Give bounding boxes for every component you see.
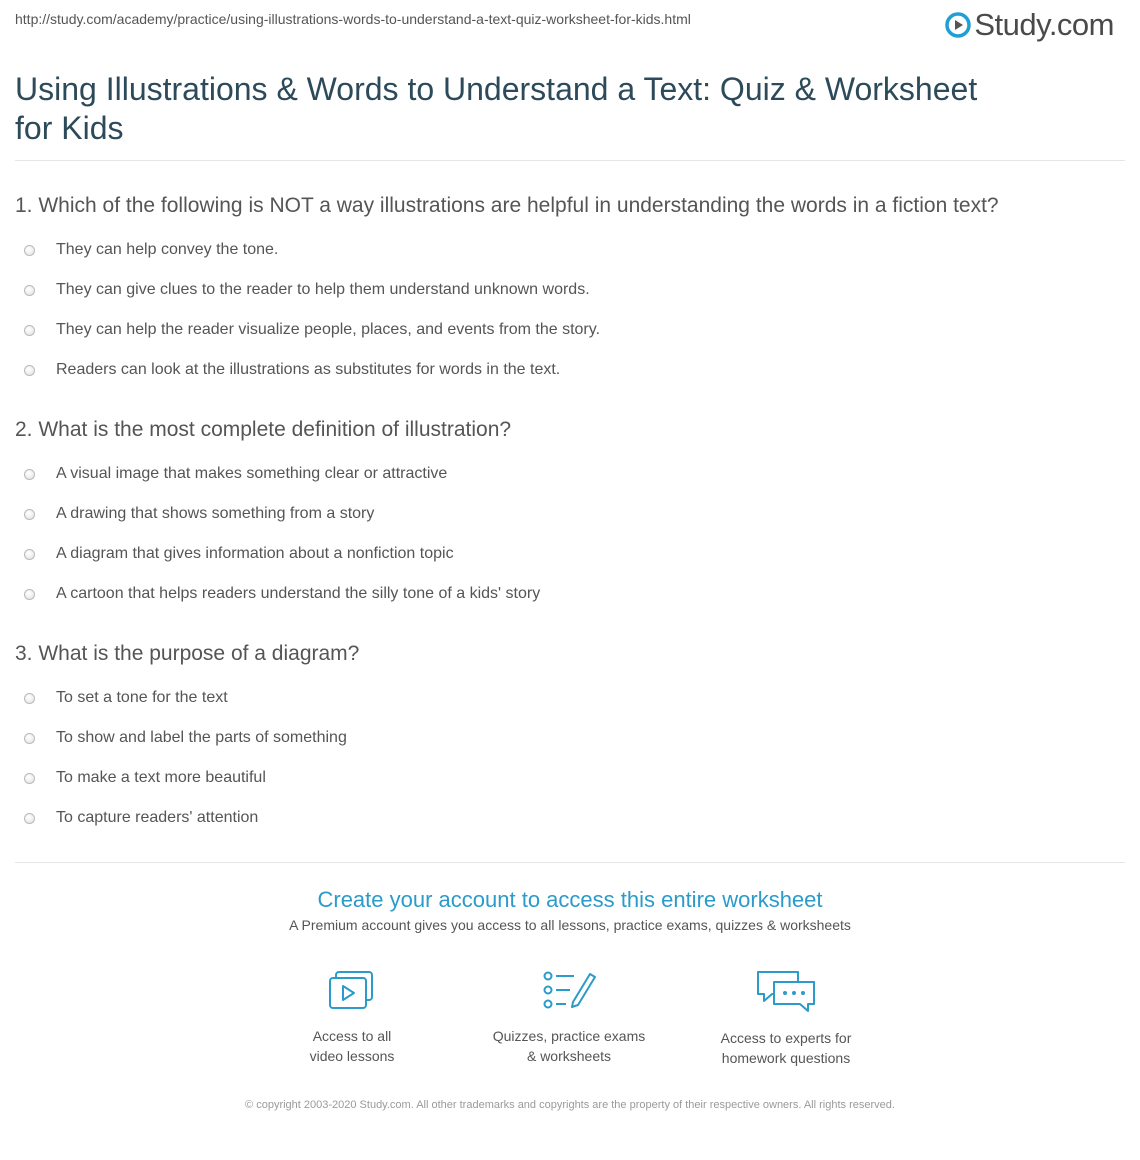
- title-divider: [15, 160, 1125, 161]
- answer-option[interactable]: [15, 270, 1125, 310]
- feature-experts: [686, 968, 886, 1068]
- radio-button[interactable]: [24, 365, 35, 376]
- feature-label: Access to experts for homework questions: [720, 1030, 852, 1066]
- answer-option[interactable]: [15, 310, 1125, 350]
- radio-button[interactable]: [24, 285, 35, 296]
- feature-label: Quizzes, practice exams & worksheets: [492, 1028, 646, 1064]
- page-url: http://study.com/academy/practice/using-illustrations-words-to-understand-a-text-quiz-worksheet-for-kids.html: [15, 11, 691, 27]
- question-text: 2. What is the most complete definition of illustration?: [15, 418, 512, 441]
- questions-divider: [15, 862, 1125, 863]
- radio-button[interactable]: [24, 549, 35, 560]
- radio-button[interactable]: [24, 733, 35, 744]
- premium-promo: [0, 886, 1140, 933]
- quiz-checklist-icon: [540, 968, 598, 1014]
- question-text: 3. What is the purpose of a diagram?: [15, 642, 360, 665]
- video-lessons-icon: [326, 968, 378, 1014]
- answer-label: To capture readers' attention: [56, 809, 259, 826]
- question-1: [15, 193, 1125, 390]
- radio-button[interactable]: [24, 325, 35, 336]
- answer-label: Readers can look at the illustrations as substitutes for words in the text.: [56, 361, 561, 378]
- answer-option[interactable]: [15, 718, 1125, 758]
- promo-subtitle: A Premium account gives you access to all lessons, practice exams, quizzes & worksheets: [289, 917, 851, 933]
- answer-label: A visual image that makes something clear or attractive: [56, 465, 448, 482]
- answer-option[interactable]: [15, 350, 1125, 390]
- chat-bubbles-icon: [754, 968, 818, 1016]
- answer-option[interactable]: [15, 574, 1125, 614]
- answer-label: A cartoon that helps readers understand the silly tone of a kids' story: [56, 585, 541, 602]
- feature-video-lessons: [252, 968, 452, 1066]
- feature-label: Access to all video lessons: [309, 1028, 395, 1064]
- answer-option[interactable]: [15, 758, 1125, 798]
- create-account-link[interactable]: Create your account to access this entire worksheet: [317, 887, 823, 912]
- radio-button[interactable]: [24, 693, 35, 704]
- answer-label: They can help convey the tone.: [56, 241, 279, 258]
- question-text: 1. Which of the following is NOT a way illustrations are helpful in understanding the words in a fiction text?: [15, 194, 999, 217]
- feature-quizzes: [469, 968, 669, 1066]
- play-logo-icon: [945, 12, 971, 38]
- answer-label: A drawing that shows something from a story: [56, 505, 375, 522]
- copyright-notice: © copyright 2003-2020 Study.com. All other trademarks and copyrights are the property of their respective owners. All rights reserved.: [245, 1099, 895, 1111]
- answer-option[interactable]: [15, 494, 1125, 534]
- answer-option[interactable]: [15, 534, 1125, 574]
- logo-text: Study.com: [974, 7, 1114, 42]
- answer-label: They can give clues to the reader to help them understand unknown words.: [56, 281, 590, 298]
- answer-label: To make a text more beautiful: [56, 769, 266, 786]
- study-logo[interactable]: [945, 7, 1114, 43]
- answer-option[interactable]: [15, 678, 1125, 718]
- radio-button[interactable]: [24, 773, 35, 784]
- question-3: [15, 641, 1125, 838]
- answer-option[interactable]: [15, 454, 1125, 494]
- page-title: Using Illustrations & Words to Understand a Text: Quiz & Worksheet for Kids: [15, 71, 978, 146]
- radio-button[interactable]: [24, 813, 35, 824]
- answer-label: A diagram that gives information about a nonfiction topic: [56, 545, 454, 562]
- radio-button[interactable]: [24, 245, 35, 256]
- radio-button[interactable]: [24, 589, 35, 600]
- answer-label: To show and label the parts of something: [56, 729, 347, 746]
- answer-label: They can help the reader visualize people, places, and events from the story.: [56, 321, 601, 338]
- answer-option[interactable]: [15, 230, 1125, 270]
- question-2: [15, 417, 1125, 614]
- answer-option[interactable]: [15, 798, 1125, 838]
- answer-label: To set a tone for the text: [56, 689, 228, 706]
- radio-button[interactable]: [24, 469, 35, 480]
- radio-button[interactable]: [24, 509, 35, 520]
